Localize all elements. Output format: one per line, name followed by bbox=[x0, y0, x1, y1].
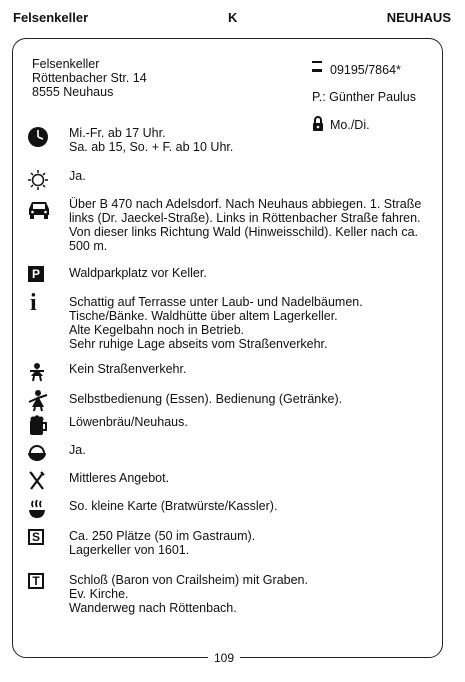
section-line: Schloß (Baron von Crailsheim) mit Graben. bbox=[69, 573, 308, 587]
section-line: Löwenbräu/Neuhaus. bbox=[69, 415, 188, 429]
section-line: Ja. bbox=[69, 169, 86, 183]
closed-days: Mo./Di. bbox=[330, 118, 370, 132]
clock-icon bbox=[27, 126, 49, 148]
section-line: Ja. bbox=[69, 443, 86, 457]
section-line: Sa. ab 15, So. + F. ab 10 Uhr. bbox=[69, 140, 234, 154]
info-icon bbox=[30, 290, 52, 316]
header-location-name: Felsenkeller bbox=[13, 10, 89, 25]
section-line: Waldparkplatz vor Keller. bbox=[69, 266, 207, 280]
section-line: Wanderweg nach Röttenbach. bbox=[69, 601, 237, 615]
owner: P.: Günther Paulus bbox=[312, 90, 417, 104]
section-line: Mi.-Fr. ab 17 Uhr. bbox=[69, 126, 166, 140]
address-line: Röttenbacher Str. 14 bbox=[32, 71, 147, 85]
parking-icon bbox=[28, 266, 50, 288]
section-line: Ev. Kirche. bbox=[69, 587, 129, 601]
section-line: Tische/Bänke. Waldhütte über altem Lagerkeller. bbox=[69, 309, 338, 323]
section-line: Kein Straßenverkehr. bbox=[69, 362, 187, 376]
seats-icon bbox=[28, 529, 50, 551]
parking-glyph: P bbox=[28, 266, 44, 282]
seats-glyph: S bbox=[28, 529, 44, 545]
hot-food-icon bbox=[27, 499, 49, 521]
tourism-glyph: T bbox=[28, 573, 44, 589]
phone-row bbox=[312, 61, 401, 77]
section-line: So. kleine Karte (Bratwürste/Kassler). bbox=[69, 499, 278, 513]
waitress-icon bbox=[27, 388, 49, 410]
beer-mug-icon bbox=[27, 415, 49, 437]
child-icon bbox=[27, 362, 49, 384]
tourism-icon bbox=[28, 573, 50, 595]
section-line: links (Dr. Jaeckel-Straße). Links in Röttenbacher Straße fahren. bbox=[69, 211, 421, 225]
address-block bbox=[32, 57, 147, 99]
section-line: Von dieser links Richtung Wald (Hinweisschild). Keller nach ca. bbox=[69, 225, 418, 239]
phone-icon bbox=[312, 61, 322, 72]
address-line: 8555 Neuhaus bbox=[32, 85, 114, 99]
section-line: Mittleres Angebot. bbox=[69, 471, 170, 485]
section-line: Schattig auf Terrasse unter Laub- und Nadelbäumen. bbox=[69, 295, 363, 309]
cutlery-icon bbox=[27, 471, 49, 493]
page-number: 109 bbox=[208, 651, 240, 665]
section-line: Selbstbedienung (Essen). Bedienung (Getränke). bbox=[69, 392, 343, 406]
section-line: Über B 470 nach Adelsdorf. Nach Neuhaus abbiegen. 1. Straße bbox=[69, 197, 422, 211]
section-line: Alte Kegelbahn noch in Betrieb. bbox=[69, 323, 245, 337]
basket-icon bbox=[27, 443, 49, 465]
info-glyph: i bbox=[30, 290, 37, 316]
phone-number: 09195/7864* bbox=[330, 63, 401, 77]
car-icon bbox=[27, 199, 49, 221]
header-town: NEUHAUS bbox=[386, 10, 451, 25]
section-line: 500 m. bbox=[69, 239, 108, 253]
section-line: Sehr ruhige Lage abseits vom Straßenverkehr. bbox=[69, 337, 328, 351]
section-line: Lagerkeller von 1601. bbox=[69, 543, 190, 557]
sun-icon bbox=[27, 169, 49, 191]
address-line: Felsenkeller bbox=[32, 57, 100, 71]
section-line: Ca. 250 Plätze (50 im Gastraum). bbox=[69, 529, 256, 543]
header-index-letter: K bbox=[228, 10, 238, 25]
